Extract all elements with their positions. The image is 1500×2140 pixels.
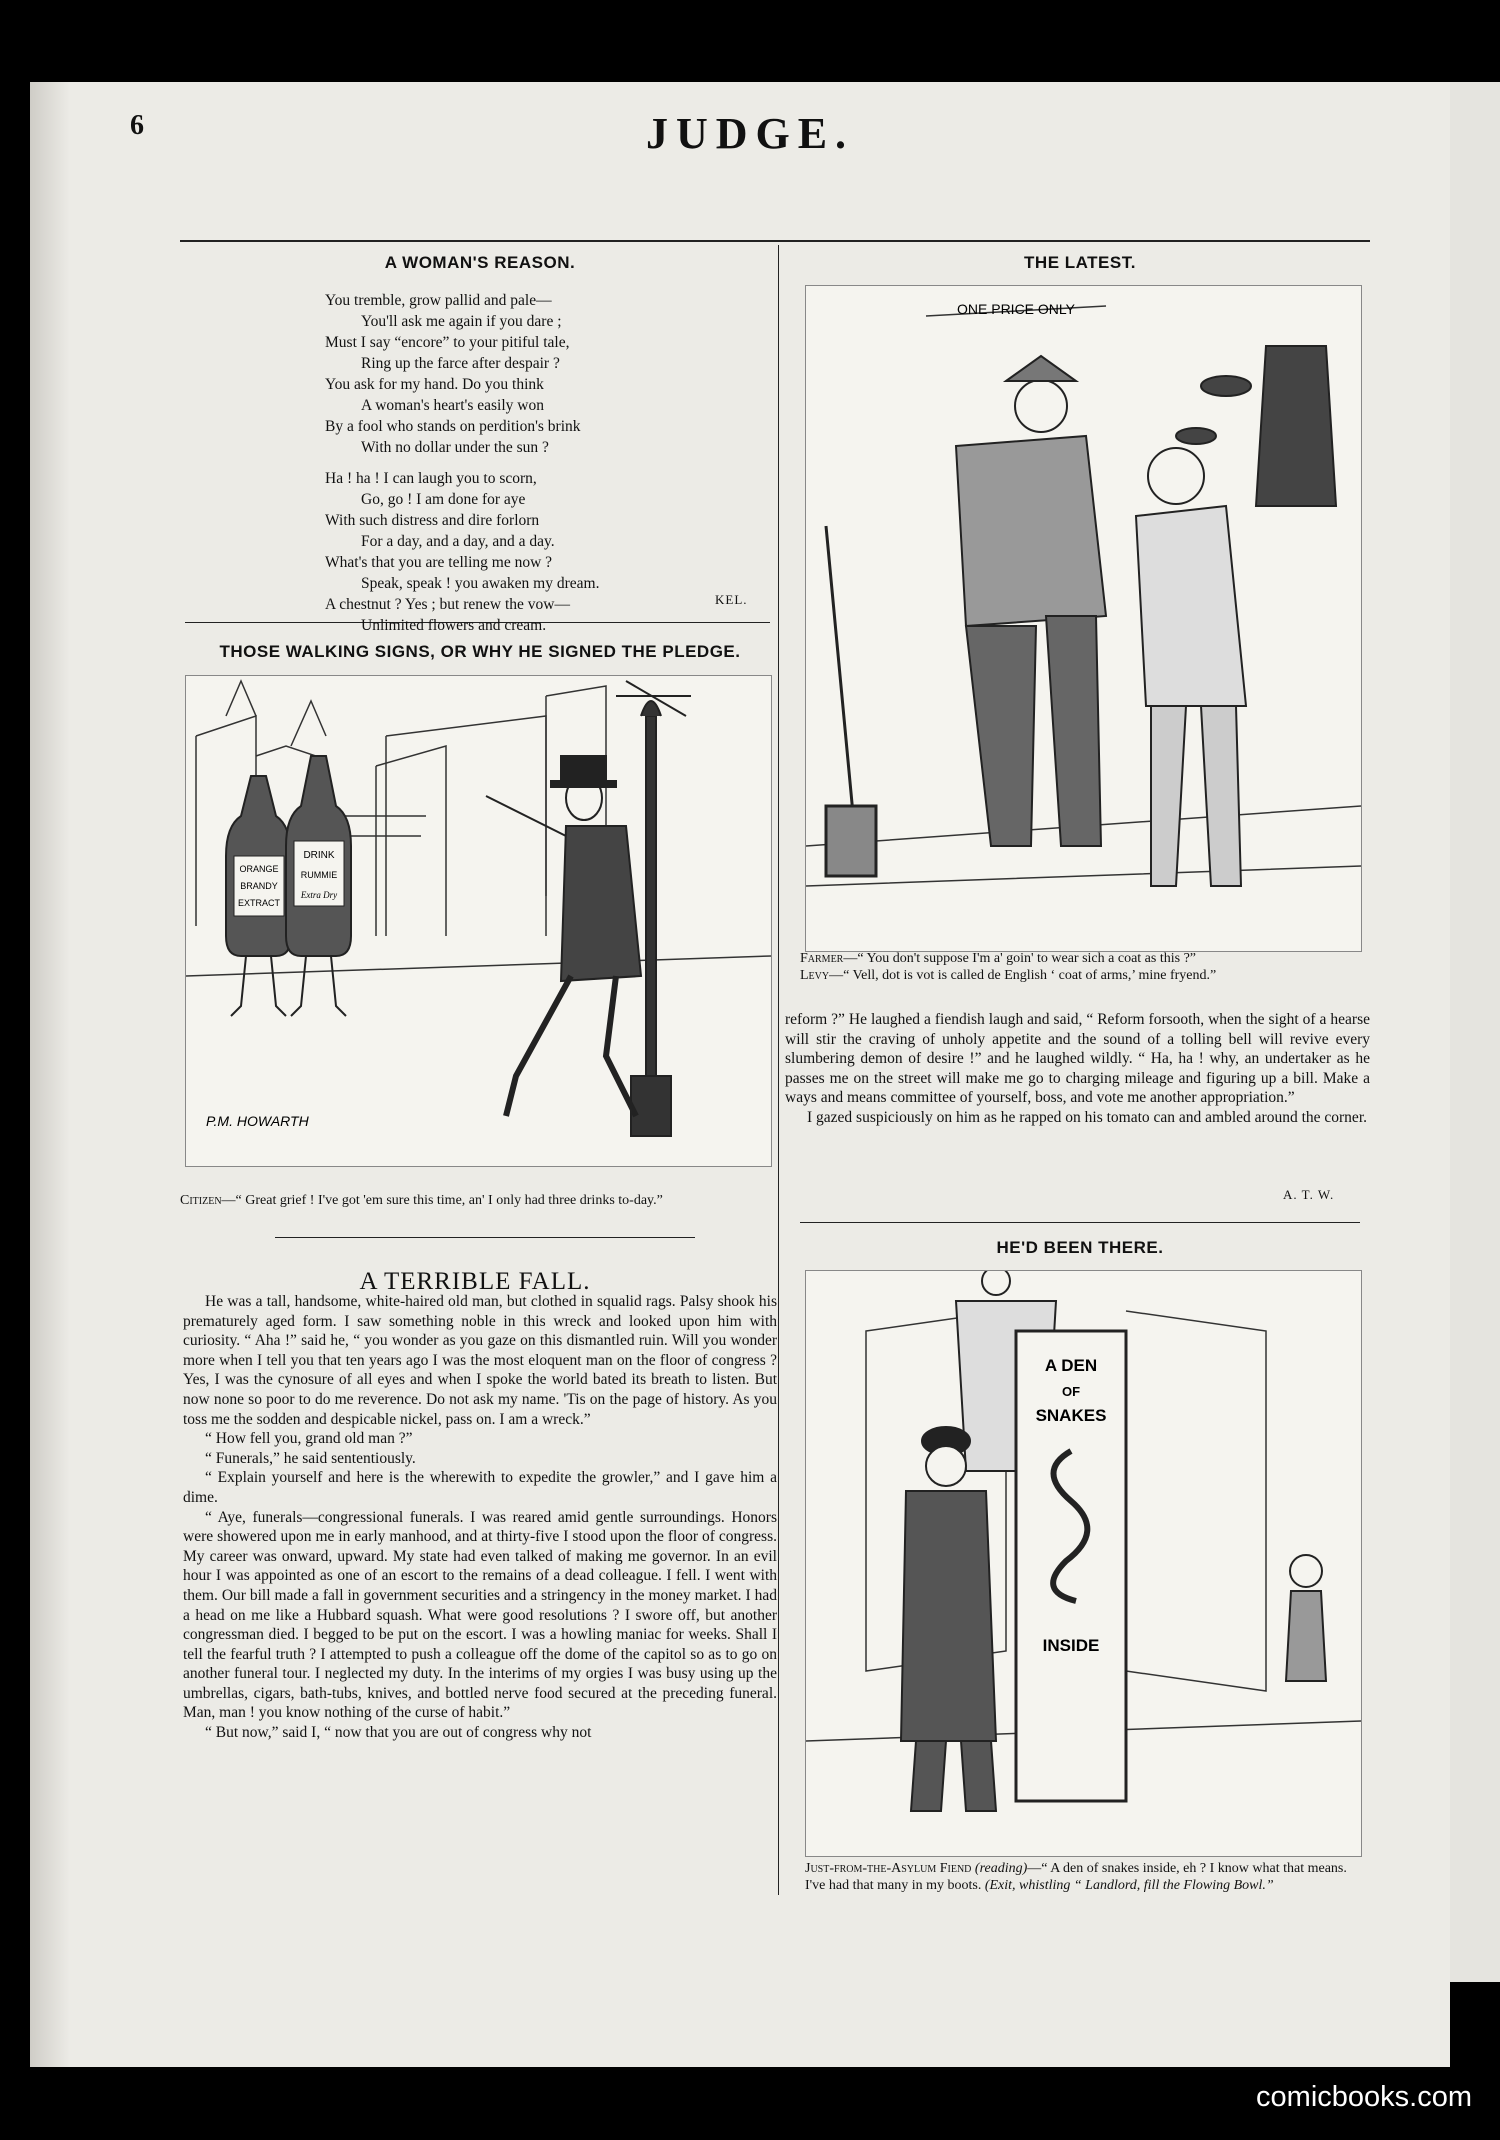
masthead: JUDGE.	[645, 109, 855, 158]
sign-line: SNAKES	[1035, 1406, 1107, 1425]
bottle2-label-line: RUMMIE	[300, 870, 338, 880]
poem-line: By a fool who stands on perdition's brink	[325, 418, 581, 435]
watermark: comicbooks.com	[1256, 2081, 1472, 2113]
caption-speaker: Levy	[800, 968, 830, 983]
caption-text: —“ Vell, dot is vot is called de English ‘ coat of arms,’ mine fryend.”	[829, 968, 1217, 983]
hed-been-there-illustration	[805, 1270, 1362, 1857]
article-column-left	[183, 1292, 777, 1743]
article-paragraph: “ Explain yourself and here is the wherewith to expedite the growler,” and I gave him a dime.	[183, 1469, 777, 1506]
sign-line: A DEN	[1044, 1356, 1098, 1375]
page-number: 6	[130, 110, 144, 141]
artist-signature: P.M. HOWARTH	[206, 1113, 309, 1129]
shop-sign: ONE PRICE ONLY	[957, 301, 1075, 317]
bottle1-label-line: EXTRACT	[237, 898, 281, 908]
cartoon3-caption	[805, 1860, 1365, 1894]
poem-line: With no dollar under the sun ?	[361, 439, 549, 456]
poem-line: Ring up the farce after despair ?	[361, 355, 560, 372]
poem-line: Ha ! ha ! I can laugh you to scorn,	[325, 470, 537, 487]
right-column-rule	[800, 1222, 1360, 1223]
walking-signs-drawing	[186, 676, 771, 1166]
bottle2-label-line: DRINK	[303, 850, 335, 861]
masthead-rule	[180, 240, 1370, 242]
article-signature: A. T. W.	[1283, 1187, 1335, 1202]
poem-line: A woman's heart's easily won	[361, 397, 544, 414]
article-paragraph: I gazed suspiciously on him as he rapped on his tomato can and ambled around the corner.	[807, 1108, 1367, 1126]
article-paragraph: “ How fell you, grand old man ?”	[205, 1430, 413, 1448]
sign-line: OF	[1061, 1384, 1081, 1399]
caption-text: —“ A den of snakes inside, eh ? I know what that means. I've had that many in my boots.	[805, 1861, 1347, 1893]
caption-exit: (Exit, whistling “ Landlord, fill the Flowing Bowl.”	[984, 1878, 1274, 1893]
poem-line: What's that you are telling me now ?	[325, 554, 553, 571]
poem-signature: KEL.	[715, 592, 748, 607]
walking-signs-illustration	[185, 675, 772, 1167]
cartoon2-caption	[800, 950, 1370, 984]
article-paragraph: “ Aye, funerals—congressional funerals. I was reared amid gentle surroundings. Honors were showered upon me in early manhood, and at thirty-five I stood upon the floor of congress. My career was onward, upward. My state had even talked of making me governor. In an evil hour I was appointed as one of an escort to the remains of a dead colleague. I fell. I went with them. Our bill made a fall in government securities and a stringency in the money market. I had a head on me like a Hubbard squash. What were good resolutions ? I swore off, but another congressman died. I begged to be put on the escort. I was a howling maniac for weeks. Shall I tell the fearful truth ? I attempted to push a colleague off the dome of the capitol so as to go on another funeral tour. I neglected my duty. In the interims of my orgies I was busy using up the umbrellas, cigars, bath-tubs, knives, and bottled nerve food secured at the preceding funeral. Man, man ! you know nothing of the curse of habit.”	[183, 1508, 777, 1722]
poem-line: You ask for my hand. Do you think	[325, 376, 544, 393]
the-latest-drawing	[806, 286, 1361, 951]
poem-line: A chestnut ? Yes ; but renew the vow—	[325, 596, 570, 613]
article-title: A TERRIBLE FALL.	[359, 1268, 591, 1295]
caption-text: —“ Great grief ! I've got 'em sure this time, an' I only had three drinks to-day.”	[221, 1193, 663, 1208]
article-paragraph: He was a tall, handsome, white-haired old man, but clothed in squalid rags. Palsy shook his prematurely aged form. I saw something noble in this wreck and looked upon him with curiosity. “ Aha !” said he, “ you wonder as you gaze on this dismantled ruin. Will you wonder more when I tell you that ten years ago I was the most eloquent man on the floor of congress ? Yes, I was the cynosure of all eyes and when I spoke the world bated its breath to listen. But now none so poor to do me reverence. Do not ask my name. 'Tis on the page of history. As you toss me the sodden and despicable nickel, pass on. I am a wreck.”	[183, 1293, 777, 1428]
caption-reading: (reading)	[974, 1861, 1028, 1876]
bottle1-label-line: ORANGE	[239, 864, 279, 874]
snake-den-sign	[1016, 1331, 1126, 1801]
poem-line: With such distress and dire forlorn	[325, 512, 540, 529]
hed-been-there-drawing	[806, 1271, 1361, 1856]
cartoon2-title: THE LATEST.	[1024, 253, 1136, 272]
caption-speaker: Just-from-the-Asylum Fiend	[805, 1861, 972, 1876]
caption-line	[800, 967, 1370, 984]
poem-body	[325, 290, 785, 636]
article-column-right	[785, 1010, 1370, 1128]
cartoon1-title: THOSE WALKING SIGNS, OR WHY HE SIGNED THE PLEDGE.	[219, 642, 741, 661]
poem-line: Must I say “encore” to your pitiful tale,	[325, 334, 570, 351]
caption-speaker: Farmer	[800, 951, 844, 966]
article-paragraph: “ But now,” said I, “ now that you are out of congress why not	[205, 1724, 592, 1742]
cartoon3-title: HE'D BEEN THERE.	[996, 1238, 1164, 1257]
poem-line: You tremble, grow pallid and pale—	[325, 292, 552, 309]
the-latest-illustration	[805, 285, 1362, 952]
article-rule	[275, 1237, 695, 1238]
article-paragraph: reform ?” He laughed a fiendish laugh and said, “ Reform forsooth, when the sight of a hearse will stir the craving of unholy appetite and the sound of a tolling bell will revive every slumbering demon of desire !” and he laughed wildly. “ Ha, ha ! why, an undertaker as he passes me on the street will make me go to charging mileage and figuring up a bill. Make a ways and means committee of yourself, boss, and vote me another appropriation.”	[785, 1011, 1370, 1107]
sign-line: INSIDE	[1042, 1636, 1100, 1655]
poem-line: Go, go ! I am done for aye	[361, 491, 526, 508]
poem-title: A WOMAN'S REASON.	[384, 253, 576, 272]
cartoon1-caption	[180, 1192, 775, 1209]
caption-speaker: Citizen	[180, 1193, 222, 1208]
bottle2-label-line: Extra Dry	[300, 890, 338, 900]
article-paragraph: “ Funerals,” he said sententiously.	[205, 1449, 416, 1467]
page-gutter-shadow	[30, 82, 70, 2067]
caption-text: —“ You don't suppose I'm a' goin' to wear sich a coat as this ?”	[843, 951, 1196, 966]
poem-line: Unlimited flowers and cream.	[361, 617, 547, 634]
next-page-edge	[1450, 82, 1500, 1982]
poem-line: You'll ask me again if you dare ;	[361, 313, 562, 330]
poem-line: Speak, speak ! you awaken my dream.	[361, 575, 600, 592]
poem-line: For a day, and a day, and a day.	[361, 533, 555, 550]
bottle1-label-line: BRANDY	[240, 881, 278, 891]
caption-line	[800, 950, 1370, 967]
